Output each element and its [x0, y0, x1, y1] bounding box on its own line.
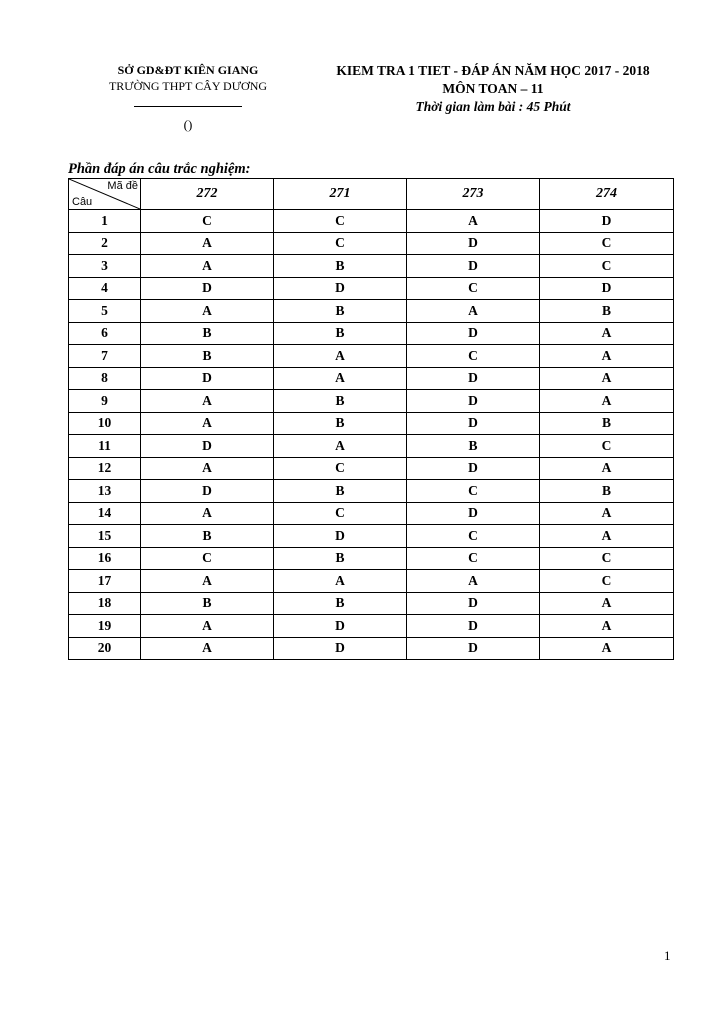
answer-cell: C — [407, 525, 540, 548]
table-row — [69, 525, 674, 548]
exam-code-label: Mã đề — [107, 180, 138, 192]
answer-cell: B — [141, 345, 274, 368]
exam-duration: Thời gian làm bài : 45 Phút — [415, 99, 571, 114]
answer-cell: A — [274, 367, 407, 390]
answer-cell: D — [407, 502, 540, 525]
header-left — [70, 62, 306, 133]
answer-cell: B — [540, 300, 674, 323]
table-row — [69, 390, 674, 413]
answer-cell: C — [407, 345, 540, 368]
answer-cell: B — [540, 480, 674, 503]
table-row — [69, 435, 674, 458]
answer-cell: A — [141, 412, 274, 435]
answer-cell: A — [274, 345, 407, 368]
answer-cell: D — [540, 210, 674, 233]
answer-cell: C — [141, 210, 274, 233]
answer-cell: C — [540, 232, 674, 255]
answer-cell: C — [274, 502, 407, 525]
answer-cell: B — [274, 300, 407, 323]
table-row — [69, 502, 674, 525]
answer-cell: A — [540, 502, 674, 525]
question-number-cell: 10 — [69, 412, 141, 435]
answer-cell: D — [407, 637, 540, 660]
answer-cell: C — [540, 255, 674, 278]
table-row — [69, 300, 674, 323]
answer-cell: A — [141, 300, 274, 323]
corner-header-cell — [69, 179, 141, 210]
exam-code-header: 272 — [141, 179, 274, 210]
answer-cell: D — [407, 457, 540, 480]
exam-subject: MÔN TOAN – 11 — [442, 81, 544, 96]
answer-cell: C — [540, 570, 674, 593]
answer-cell: A — [540, 615, 674, 638]
department-name: SỞ GD&ĐT KIÊN GIANG — [117, 63, 259, 77]
answer-cell: B — [407, 435, 540, 458]
answer-cell: A — [540, 367, 674, 390]
answer-cell: C — [540, 435, 674, 458]
question-number-cell: 4 — [69, 277, 141, 300]
answer-cell: D — [407, 367, 540, 390]
question-number-cell: 18 — [69, 592, 141, 615]
answer-cell: A — [540, 592, 674, 615]
answer-cell: B — [141, 322, 274, 345]
answer-cell: D — [540, 277, 674, 300]
question-number-cell: 9 — [69, 390, 141, 413]
answer-cell: A — [141, 232, 274, 255]
answer-cell: A — [540, 390, 674, 413]
answer-cell: A — [141, 457, 274, 480]
answer-cell: D — [407, 390, 540, 413]
table-row — [69, 210, 674, 233]
table-row — [69, 637, 674, 660]
table-row — [69, 615, 674, 638]
question-number-cell: 8 — [69, 367, 141, 390]
answer-cell: D — [407, 412, 540, 435]
exam-code-header: 274 — [540, 179, 674, 210]
answer-cell: A — [540, 457, 674, 480]
answer-cell: A — [141, 570, 274, 593]
table-row — [69, 322, 674, 345]
header-divider — [134, 106, 242, 107]
question-number-cell: 1 — [69, 210, 141, 233]
table-row — [69, 592, 674, 615]
section-title: Phần đáp án câu trắc nghiệm: — [68, 161, 251, 177]
question-number-cell: 19 — [69, 615, 141, 638]
table-row — [69, 570, 674, 593]
table-row — [69, 412, 674, 435]
answer-cell: A — [540, 322, 674, 345]
exam-code-header: 273 — [407, 179, 540, 210]
answer-cell: A — [540, 525, 674, 548]
answer-cell: A — [274, 435, 407, 458]
answer-cell: C — [141, 547, 274, 570]
answer-cell: D — [141, 367, 274, 390]
answer-cell: B — [274, 390, 407, 413]
question-number-cell: 5 — [69, 300, 141, 323]
table-row — [69, 345, 674, 368]
answer-cell: D — [274, 615, 407, 638]
answer-key-table — [68, 178, 674, 660]
question-number-cell: 12 — [69, 457, 141, 480]
table-row — [69, 255, 674, 278]
answer-cell: A — [274, 570, 407, 593]
answer-cell: A — [407, 210, 540, 233]
answer-cell: D — [274, 277, 407, 300]
answer-cell: C — [274, 457, 407, 480]
answer-cell: D — [141, 277, 274, 300]
table-row — [69, 277, 674, 300]
answer-cell: C — [407, 480, 540, 503]
question-number-cell: 14 — [69, 502, 141, 525]
answer-cell: A — [407, 300, 540, 323]
question-label: Câu — [72, 196, 93, 208]
answer-cell: A — [141, 255, 274, 278]
table-row — [69, 367, 674, 390]
answer-cell: B — [274, 255, 407, 278]
answer-cell: B — [274, 592, 407, 615]
table-header-row — [69, 179, 674, 210]
answer-cell: D — [407, 255, 540, 278]
answer-cell: B — [141, 592, 274, 615]
exam-code: () — [183, 117, 193, 132]
answer-cell: B — [540, 412, 674, 435]
header-right — [312, 62, 674, 116]
question-number-cell: 7 — [69, 345, 141, 368]
answer-rows — [69, 210, 674, 660]
answer-cell: C — [407, 547, 540, 570]
answer-cell: B — [274, 547, 407, 570]
answer-cell: B — [274, 480, 407, 503]
page-number: 1 — [664, 948, 671, 963]
question-number-cell: 6 — [69, 322, 141, 345]
answer-cell: D — [141, 480, 274, 503]
question-number-cell: 3 — [69, 255, 141, 278]
question-number-cell: 13 — [69, 480, 141, 503]
answer-cell: C — [274, 210, 407, 233]
question-number-cell: 15 — [69, 525, 141, 548]
answer-cell: C — [274, 232, 407, 255]
table-row — [69, 457, 674, 480]
question-number-cell: 20 — [69, 637, 141, 660]
answer-cell: A — [540, 637, 674, 660]
answer-cell: D — [407, 322, 540, 345]
question-number-cell: 16 — [69, 547, 141, 570]
answer-cell: D — [274, 637, 407, 660]
exam-code-header: 271 — [274, 179, 407, 210]
school-name: TRƯỜNG THPT CÂY DƯƠNG — [108, 79, 268, 93]
answer-cell: A — [141, 615, 274, 638]
answer-cell: D — [407, 592, 540, 615]
answer-cell: D — [407, 232, 540, 255]
answer-cell: A — [141, 637, 274, 660]
answer-cell: A — [540, 345, 674, 368]
answer-cell: D — [274, 525, 407, 548]
exam-title: KIEM TRA 1 TIET - ĐÁP ÁN NĂM HỌC 2017 - 2018 — [336, 63, 650, 78]
answer-cell: C — [407, 277, 540, 300]
answer-cell: A — [141, 390, 274, 413]
answer-cell: C — [540, 547, 674, 570]
answer-cell: A — [407, 570, 540, 593]
question-number-cell: 2 — [69, 232, 141, 255]
answer-cell: D — [407, 615, 540, 638]
question-number-cell: 11 — [69, 435, 141, 458]
answer-cell: B — [274, 412, 407, 435]
table-row — [69, 547, 674, 570]
answer-cell: A — [141, 502, 274, 525]
question-number-cell: 17 — [69, 570, 141, 593]
answer-cell: B — [274, 322, 407, 345]
table-row — [69, 232, 674, 255]
answer-cell: B — [141, 525, 274, 548]
answer-cell: D — [141, 435, 274, 458]
table-row — [69, 480, 674, 503]
